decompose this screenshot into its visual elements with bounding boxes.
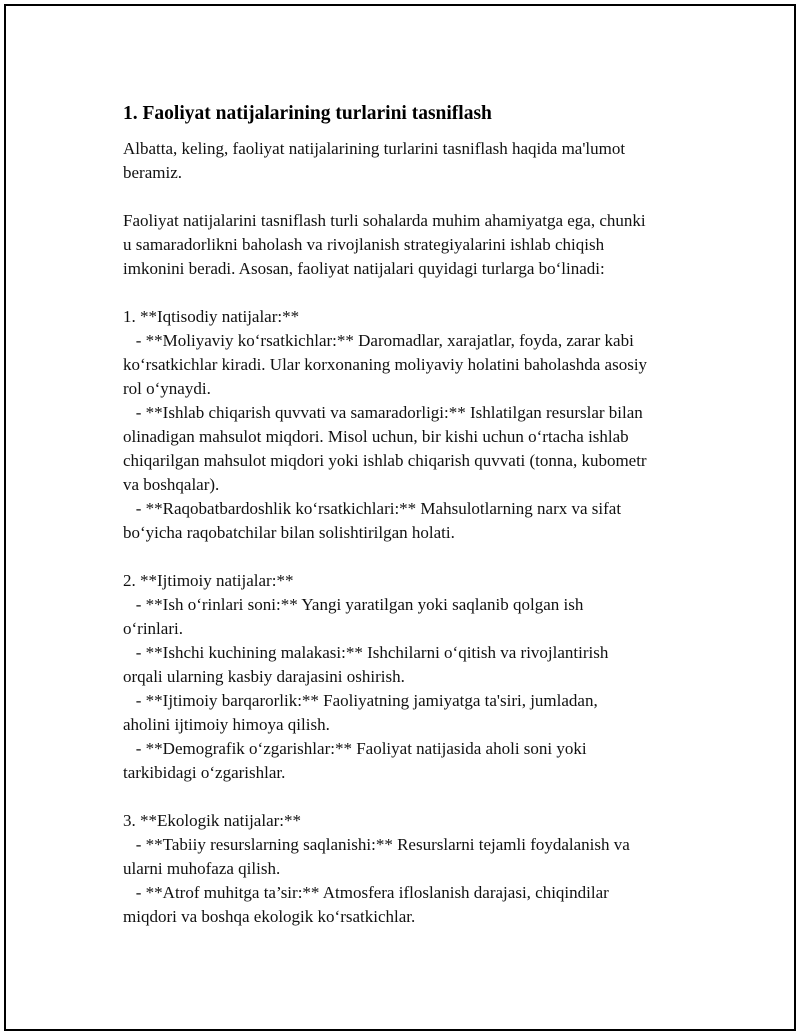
document-body — [123, 102, 703, 929]
paragraph-gap — [123, 185, 703, 209]
paragraph-gap — [123, 785, 703, 809]
overview-paragraph: Faoliyat natijalarini tasniflash turli sohalarda muhim ahamiyatga ega, chunki u samaradorlikni baholash va rivojlanish strategiyalarini ishlab chiqish imkonini beradi. Asosan, faoliyat natijalari quyidagi turlarga bo‘linadi: — [123, 211, 646, 278]
social-results-section: 2. **Ijtimoiy natijalar:** - **Ish o‘rinlari soni:** Yangi yaratilgan yoki saqlanib qolgan ish o‘rinlari. - **Ishchi kuchining malakasi:** Ishchilarni o‘qitish va rivojlantirish orqali ularning kasbiy darajasini oshirish. - **Ijtimoiy barqarorlik:** Faoliyatning jamiyatga ta'siri, jumladan, aholini ijtimoiy himoya qilish. - **Demografik o‘zgarishlar:** Faoliyat natijasida aholi soni yoki tarkibidagi o‘zgarishlar. — [123, 571, 609, 782]
paragraph-gap — [123, 545, 703, 569]
paragraph-gap — [123, 281, 703, 305]
intro-paragraph: Albatta, keling, faoliyat natijalarining turlarini tasniflash haqida ma'lumot beramiz. — [123, 139, 626, 182]
page-frame — [4, 4, 796, 1031]
ecological-results-section: 3. **Ekologik natijalar:** - **Tabiiy resurslarning saqlanishi:** Resurslarni tejamli foydalanish va ularni muhofaza qilish. - **Atrof muhitga ta’sir:** Atmosfera ifloslanish darajasi, chiqindilar miqdori va boshqa ekologik ko‘rsatkichlar. — [123, 811, 630, 926]
economic-results-section: 1. **Iqtisodiy natijalar:** - **Moliyaviy ko‘rsatkichlar:** Daromadlar, xarajatlar, foyda, zarar kabi ko‘rsatkichlar kiradi. Ular korxonaning moliyaviy holatini baholashda asosiy rol o‘ynaydi. - **Ishlab chiqarish quvvati va samaradorligi:** Ishlatilgan resurslar bilan olinadigan mahsulot miqdori. Misol uchun, bir kishi uchun o‘rtacha ishlab chiqarilgan mahsulot miqdori yoki ishlab chiqarish quvvati (tonna, kubometr va boshqalar). - **Raqobatbardoshlik ko‘rsatkichlari:** Mahsulotlarning narx va sifat bo‘yicha raqobatchilar bilan solishtirilgan holati. — [123, 307, 648, 542]
document-title: 1. Faoliyat natijalarining turlarini tasniflash — [123, 103, 492, 124]
